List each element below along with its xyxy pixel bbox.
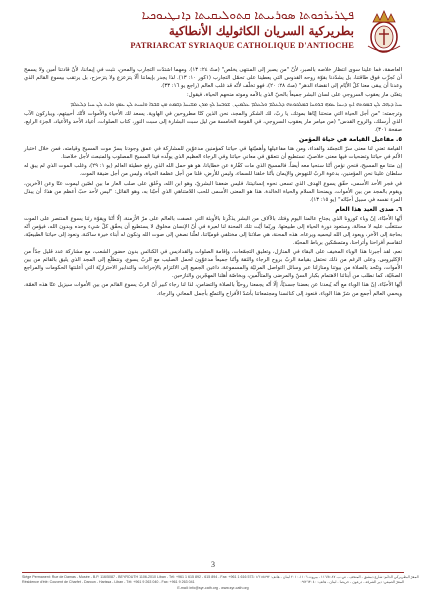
- body-paragraph: يتغنّى مار يعقوب السروجي على لسان البشر جميعاً بالحيّ الذي بالآمه وموته منحهم الحياة، فيقول:: [186, 92, 402, 99]
- section-heading: ٦. صدى العيد هذا العام: [335, 205, 402, 213]
- letter-body: [24, 66, 402, 554]
- footer-contact: E-mail: info@syr-cath.org - www.syr-cath.org: [177, 585, 249, 590]
- body-paragraph: إن متنا مع المسيح، فنحن نؤمن أنّنا سنحيا معه أيضاً. فالمسيح الذي مات كفّارة عن خطايانا، هو هو حمل الله الذي رفع خطيئة العالم (يو ١: ٢٩)، وغلب الموت الذي لم يبق له سلطان علينا نحن المؤمنين، بدعوة الربّ للنهوض والإيمان بأنّنا خلقنا للسماء، وليس للأرض، فلنا من أجل عظمة الحياة، وليس من أجل ضيقة الموت.: [24, 163, 402, 178]
- footer: [22, 575, 419, 591]
- body-paragraph: أيّها الأحبّاء، إنّ وباء كورونا الذي يجتاح عالمنا اليوم وفتك بالآلاف من البشر يذكّرنا بالأوبئة التي عصفت بالعالم على مرّ الأزمنة، إلّا أنّنا ويقوّة رئنا يسوع المنتصر على الموت ستتغلّب عليه لا محالة، وستعود دورة الحياة إلى طبيعتها. وربّما أيّت تلك المحنة لنا لعبرة في أنّ الإنسان مخلوق لا يستطيع أن يحقّق كلّ شيء وحده وبدون الله، فيؤمن أنّه بحاجة إلى الآخر، ويعود إلى الله ليحميه ويرعاه. هذه المحنة، هي صلاتنا إلى مختلفي قوميّاتنا، لعلّنا نصغي إلى صوت الله ونكون له أبناء خيرة ساكنة، ونعود إلى حياتنا الطبيعيّة، لتقاسم أفراحنا وأتراحنا، ومتمسّكين برباط المحبّة.: [24, 215, 402, 246]
- letterhead: [0, 6, 426, 66]
- page-number: 3: [211, 560, 215, 569]
- letterhead-french-title: PATRIARCAT SYRIAQUE CATHOLIQUE D'ANTIOCHE: [130, 41, 354, 50]
- footer-address-french: Siège Permanent: Rue de Damas - Musée - B.P. 116/5087 - BEYROUTH 1106-2010 Liban - Tél: +961 1 615 892 - 615 894 - Fax: +961 1 616 573: [22, 575, 254, 579]
- footer-row: [22, 586, 404, 591]
- footer-summer-arabic: المقرّ الصيفي: دير الشرفة - درعون - حريصا - لبنان - هاتف: ٠٩/٢٦٣٠٤٠: [300, 580, 404, 585]
- body-paragraph: أيّها الأحبّاء، إنّ هذا الوباء مع أنّه يُبعدنا عن بعضنا جسديّاً، إلّا أنّه يجمعنا روحيّاً بالصلاة والتضامن، لذا لنا رجاء كبير أنّ الربّ يسوع القائم من بين الأموات سيزيل عنّا هذه الغمّة، ويحمي العالم أجمع من شرّ هذا الوباء، فنعود إلى كنائسنا ومجتمعاتنا بأشدّ الأفراح والتمتّع بأجمل المعاني والرجاء.: [24, 282, 402, 297]
- patriarchal-crest-icon: [362, 8, 406, 58]
- body-paragraph: في فجر الأحد الأسمى، حقّق يسوع الهدف الذي تسعى نحوه إنسانيتنا، فليس ضعفنا البشريّ، وهو ابن الله، وخُلق على صلب العار ما بين لصّين ليموت عنّا وعن الآخرين، ويقوم بالمجد من بين الأموات، ويمنحنا السلام والحياة الخالدة. هذا هو المعنى الأسمى للحب اللامتناهي الذي أحبّنا به، وهو القائل: "ليس لأحد حبّ أعظم من هذا: أن يبذل المرء نفسه في سبيل أحبّائه" (يو ١٥: ١٣).: [24, 180, 402, 203]
- body-paragraph: العاصفة، فما علينا سوى انتظار خلاصه بالصبر، لأنّ "من يصبر إلى المنتهى يخلص" (متّ ٢٤: ١٣). ومهما اشتدّت التجارب والمحن، نثبت في إيماننا، لأنّ قادتنا أمين ولا يسمح أن نُجرَّب فوق طاقتنا، بل يشدّدنا بقوّة روحه القدوس التي يعطينا على تحمّل التجارب (١كور ١٠: ١٣). لذا يجدر بإيماننا ألّا يتزعزع ولا يتزحزح، بل يرتقب بيسوع القائم الذي وعدنا أن يبقى معنا كلّ الأيّام إلى انقضاء الدهر" (متّ ٢٨: ٢٠)، فهو تخلّف لأنّه قد غلب العالم (راجع يو ١٦: ٣٣).: [24, 67, 403, 90]
- body-paragraph: وترجمته: "من أجل الحياة التي منحتنا إيّاها بموتك، يا ربّ، لك الشكر والمجد، نحن الذين كنّا مطروحين في الهاوية. يسعد لك الأحياء والأموات لأنّك أحييتهم، ويباركون الآب الذي أرسلك، والروح القدس" (من ميامر مار يعقوب السروجي، في القومة الخامسة من ليل سبت البشارة إلى سبت النور، كتاب الصلوات، أعياد الأحد والأعياد، الجزء الرابع، صفحة ٣٠١).: [24, 110, 402, 133]
- footer-summer-french: Résidence d'été: Couvent de Charfet - Daroun - Harissa - Liban - Tél: +961 9 263 040 - Fax: +961 9 263 041: [22, 580, 195, 585]
- letterhead-syriac-title: ܦܛܪܝܪܟܘܬܐ ܣܘܪܝܝܬܐ ܩܬܘܠܝܩܝܬܐ ܕܐܢܛܝܘܟܝܐ: [141, 8, 354, 22]
- body-paragraph: نعم، لقد أجبرنا هذا الوباء المخيف على البقاء في المنازل، وتعليق التجمّعات، وإقامة الصلوات والقداديس في الكنائس بدون حضور الشعب، مع مشاركة عدد قليل جدّاً من الإكليروس. وعلى الرغم من ذلك نحتفل بقيامة الربّ بروح الرجاء والثقة وأنّنا جميعاً مدعوّون لحمل الصليب مع الربّ يسوع، ونتطلّع إلى المجد الذي يليق بالقائم من بين الأموات، ونتّحد بالصلاة من بيوتنا ومنازلنا عبر وسائل التواصل المرئيّة والمسموعة، داعين الجميع إلى الالتزام بالإجراءات والتدابير الاحترازيّة التي أعلنتها الحكومات والمراجع الصحّيّة، كما نطلب من أبنائنا الاهتمام بكبار السنّ والمرضى والمتألّمين، وبخاصّة أهلنا المهجّرين والنازحين.: [24, 249, 402, 280]
- letterhead-arabic-title: بطريركية السريان الكاثوليك الأنطاكية: [168, 24, 354, 38]
- section-heading: ٥. مفاعيل القيامة في حياة المؤمن: [298, 135, 402, 143]
- syriac-verse: ܚܝܐ ܕܝܗܒ ܠܢ ܒܡܘܬܗ ܐܝܟ ܕܢܚܐ ܥܡܗ ܒܪܘܚܐ ܒܡܠܟܘܬܗ ܕܠܥܠܡ ܘܠܥܠܡ ܥܠܡܝܢ܆ ܫܘܒܚܐ ܠܟ ܡܪܢ ܡܫܝܚܐ ܕܩܡܬ ܡܢ ܩܒܪܐ ܘܐܚܝܬ ܠܢ ܥܡܟ ܘܐܝܬ ܠܢ ܚܝܐ ܕܠܥܠܡ: [70, 101, 402, 108]
- footer-address-arabic: المقرّ البطريركي الدائم: شارع دمشق - المتحف - ص.ب. ١١٦/٥٠٨٧ - بيروت ١١٠٦-٢٠١٠ لبنان - هاتف: ٠١/٦١٥٨٩٢: [253, 575, 419, 579]
- footer-divider: [22, 572, 404, 573]
- body-paragraph: القيامة تعني لنا معنى سرّ التجسّد والفداء، ومن هنا مفاعيلها وأهميّتها في حياتنا كمؤمنين مدعوّين للمشاركة في عمق وجودنا بسرّ موت المسيح وقيامته، فمن خلال اختبار الألم في حياتنا وتضحيات فيها معنى خلاصيّ، نستطيع أن نتعمّق في معاني حياتنا وفي الرجاء العظيم الذي يولّده فينا المسيح المصلوب والمنبعث لأجل خلاصنا.: [24, 145, 402, 161]
